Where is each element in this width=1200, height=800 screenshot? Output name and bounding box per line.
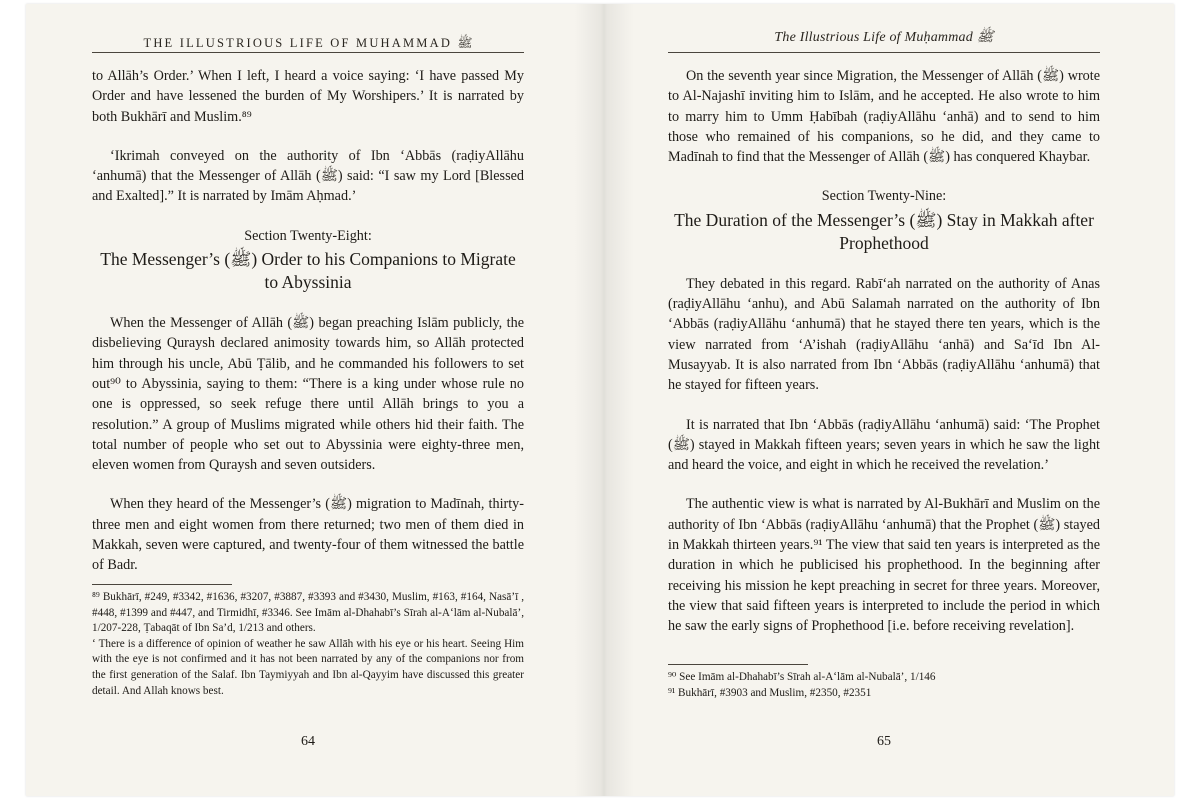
section-28-label: Section Twenty-Eight: <box>244 227 372 244</box>
left-paragraph: When they heard of the Messenger’s (ﷺ) migration to Madīnah, thirty-three men and eight women from there returned; two men of them died in Makkah, seven were captured, and twenty-four of them witnessed the battle of Badr. <box>92 496 524 574</box>
right-running-head: The Illustrious Life of Muḥammad ﷺ <box>774 30 994 45</box>
right-paragraph: They debated in this regard. Rabī‘ah narrated on the authority of Anas (raḍiyAllāhu ‘anhu), and Abū Salamah narrated on the authority of Ibn ‘Abbās (raḍiyAllāhu ‘anhumā) that he stayed there ten years, which is the view narrated from ‘A’ishah (raḍiyAllāhu ‘anhā) and Sa‘īd Ibn Al-Musayyab. It is also narrated from Ibn ‘Abbās (raḍiyAllāhu ‘anhumā) that he stayed for fifteen years. <box>668 275 1100 394</box>
left-paragraph: When the Messenger of Allāh (ﷺ) began preaching Islām publicly, the disbelieving Quraysh declared animosity towards him, so Allāh protected him through his uncle, Abū Ṭālib, and he commanded his followers to set out⁹⁰ to Abyssinia, saying to them: “There is a king under whose rule no one is oppressed, so seek refuge there until Allāh brings to you a resolution.” A group of Muslims migrated while others hid their faith. The total number of people who set out to Abyssinia were eighty-three men, eleven women from Quraysh and seven outsiders. <box>92 315 524 474</box>
footnote-89: ⁸⁹ Bukhārī, #249, #3342, #1636, #3207, #3887, #3393 and #3430, Muslim, #163, #164, Nasā’ī , #448, #1399 and #447, and Tirmidhī, #3346. See Imām al-Dhahabī’s Sīrah al-A‘lām al-Nubalā’, 1/207-228, Ṭabaqāt of Ibn Sa’d, 1/213 and others. <box>92 591 524 635</box>
right-paragraph: On the seventh year since Migration, the Messenger of Allāh (ﷺ) wrote to Al-Najashī inviting him to Islām, and he accepted. He also wrote to him to marry him to Umm Ḥabībah (raḍiyAllāhu ‘anhā) and to send to him those who remained of his companions, so he did, and they came to Madīnah to find that the Messenger of Allāh (ﷺ) has conquered Khaybar. <box>668 68 1101 166</box>
left-footnotes <box>92 584 524 699</box>
footnote-90: ⁹⁰ See Imām al-Dhahabī’s Sīrah al-A‘lām al-Nubalā’, 1/146 <box>668 671 936 683</box>
right-footnotes <box>668 664 1100 701</box>
right-paragraph: It is narrated that Ibn ‘Abbās (raḍiyAllāhu ‘anhumā) said: ‘The Prophet (ﷺ) stayed in Makkah fifteen years; seven years in which he saw the light and heard the voice, and eight in which he received the revelation.’ <box>668 416 1100 474</box>
footnote-91: ⁹¹ Bukhārī, #3903 and Muslim, #2350, #2351 <box>668 686 872 699</box>
book-gutter <box>574 4 634 796</box>
left-header-rule <box>92 52 524 53</box>
right-paragraph: The authentic view is what is narrated by Al-Bukhārī and Muslim on the authority of Ibn ‘Abbās (raḍiyAllāhu ‘anhumā) that the Prophet (ﷺ) stayed in Makkah thirteen years.⁹¹ The view that said ten years is interpreted as the duration in which he publicised his prophethood. In the beginning after receiving his mission he kept preaching in secret for three years. Moreover, the view that said fifteen years is interpreted to include the period in which he saw the early signs of Prophethood [i.e. before receiving revelation]. <box>668 496 1100 635</box>
footnote-note: ‘ There is a difference of opinion of weather he saw Allāh with his eye or his heart. Seeing Him with the eye is not confirmed and it has not been narrated by any of the companions nor from the first generation of the Salaf. Ibn Taymiyyah and Ibn al-Qayyim have discussed this greater detail. And Allah knows best. <box>92 637 524 697</box>
left-body <box>92 66 524 595</box>
page-number-65: 65 <box>877 734 891 749</box>
book-spread <box>26 4 1174 796</box>
right-header-rule <box>668 52 1100 53</box>
section-29-title: The Duration of the Messenger’s (ﷺ) Stay in Makkah after Prophethood <box>674 209 1094 253</box>
left-paragraph: to Allāh’s Order.’ When I left, I heard a voice saying: ‘I have passed My Order and have lessened the burden of My Worshipers.’ It is narrated by both Bukhārī and Muslim.⁸⁹ <box>92 68 524 125</box>
footnote-rule <box>92 584 232 585</box>
right-body <box>668 66 1100 656</box>
page-number-64: 64 <box>301 734 315 749</box>
right-page <box>668 4 1100 796</box>
section-28-title: The Messenger’s (ﷺ) Order to his Companions to Migrate to Abyssinia <box>100 249 516 293</box>
left-running-head: THE ILLUSTRIOUS LIFE OF MUHAMMAD ﷺ <box>143 36 473 50</box>
left-page <box>92 4 524 796</box>
section-29-label: Section Twenty-Nine: <box>821 188 947 205</box>
left-paragraph: ‘Ikrimah conveyed on the authority of Ibn ‘Abbās (raḍiyAllāhu ‘anhumā) that the Messenger of Allāh (ﷺ) said: “I saw my Lord [Blessed and Exalted].” It is narrated by Imām Aḥmad.’ <box>92 147 524 205</box>
footnote-rule <box>668 664 808 665</box>
